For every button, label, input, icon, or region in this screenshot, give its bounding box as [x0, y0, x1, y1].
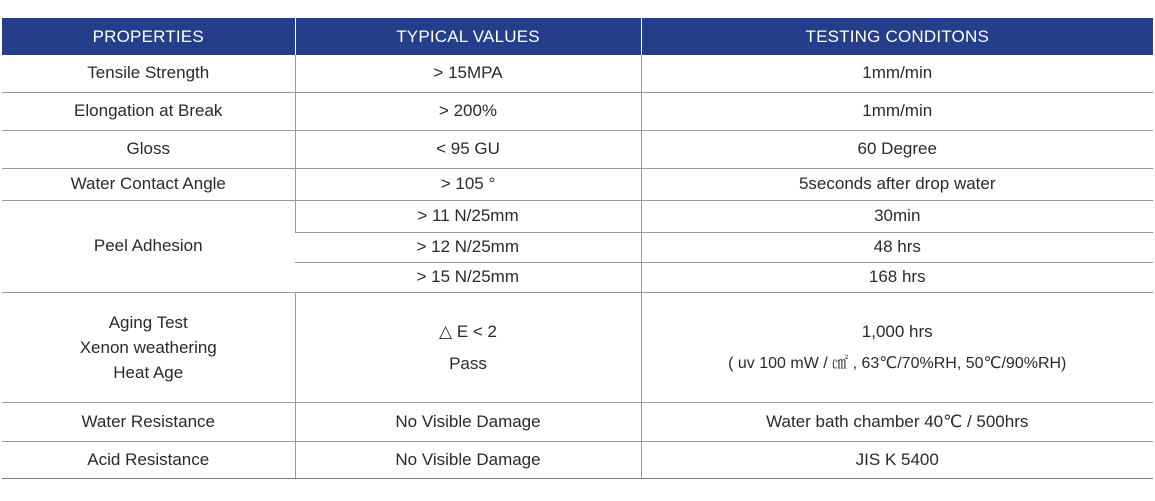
- value-line: △ E < 2: [439, 321, 497, 341]
- value-cell: > 15MPA: [295, 55, 641, 93]
- value-cell: < 95 GU: [295, 131, 641, 169]
- property-cell: Water Resistance: [2, 403, 295, 442]
- property-line: Xenon weathering: [79, 338, 217, 357]
- value-cell: No Visible Damage: [295, 442, 641, 479]
- property-cell: Acid Resistance: [2, 442, 295, 479]
- value-cell: > 11 N/25mm: [295, 201, 641, 233]
- table-row: [2, 93, 1153, 131]
- table-row: [2, 293, 1153, 403]
- value-cell: [295, 293, 641, 403]
- value-cell: > 105 °: [295, 169, 641, 201]
- property-cell: Peel Adhesion: [2, 201, 295, 293]
- property-cell: Water Contact Angle: [2, 169, 295, 201]
- property-cell: Gloss: [2, 131, 295, 169]
- condition-cell: 48 hrs: [641, 233, 1153, 263]
- table-row: [2, 131, 1153, 169]
- table-row: [2, 403, 1153, 442]
- table-header: [2, 18, 1153, 55]
- table-body: [2, 55, 1153, 479]
- condition-line: ( uv 100 mW / ㎠ , 63℃/70%RH, 50℃/90%RH): [728, 354, 1067, 372]
- condition-line: 1,000 hrs: [861, 321, 933, 341]
- condition-cell: JIS K 5400: [641, 442, 1153, 479]
- properties-table: [2, 18, 1153, 479]
- table-row: [2, 201, 1153, 233]
- table-row: [2, 55, 1153, 93]
- condition-cell: 60 Degree: [641, 131, 1153, 169]
- condition-cell: 1mm/min: [641, 55, 1153, 93]
- table-row: [2, 169, 1153, 201]
- condition-cell: 168 hrs: [641, 263, 1153, 293]
- condition-cell: 5seconds after drop water: [641, 169, 1153, 201]
- value-cell: > 200%: [295, 93, 641, 131]
- header-testing-conditions: TESTING CONDITONS: [641, 18, 1153, 55]
- property-cell: [2, 293, 295, 403]
- property-cell: Elongation at Break: [2, 93, 295, 131]
- table-row: [2, 442, 1153, 479]
- property-line: Heat Age: [113, 363, 184, 382]
- condition-cell: [641, 293, 1153, 403]
- value-cell: > 15 N/25mm: [295, 263, 641, 293]
- condition-cell: 30min: [641, 201, 1153, 233]
- condition-cell: Water bath chamber 40℃ / 500hrs: [641, 403, 1153, 442]
- value-line: Pass: [449, 353, 487, 373]
- property-cell: Tensile Strength: [2, 55, 295, 93]
- value-cell: No Visible Damage: [295, 403, 641, 442]
- header-row: [2, 18, 1153, 55]
- property-line: Aging Test: [108, 313, 188, 332]
- header-typical-values: TYPICAL VALUES: [295, 18, 641, 55]
- header-properties: PROPERTIES: [2, 18, 295, 55]
- value-cell: > 12 N/25mm: [295, 233, 641, 263]
- condition-cell: 1mm/min: [641, 93, 1153, 131]
